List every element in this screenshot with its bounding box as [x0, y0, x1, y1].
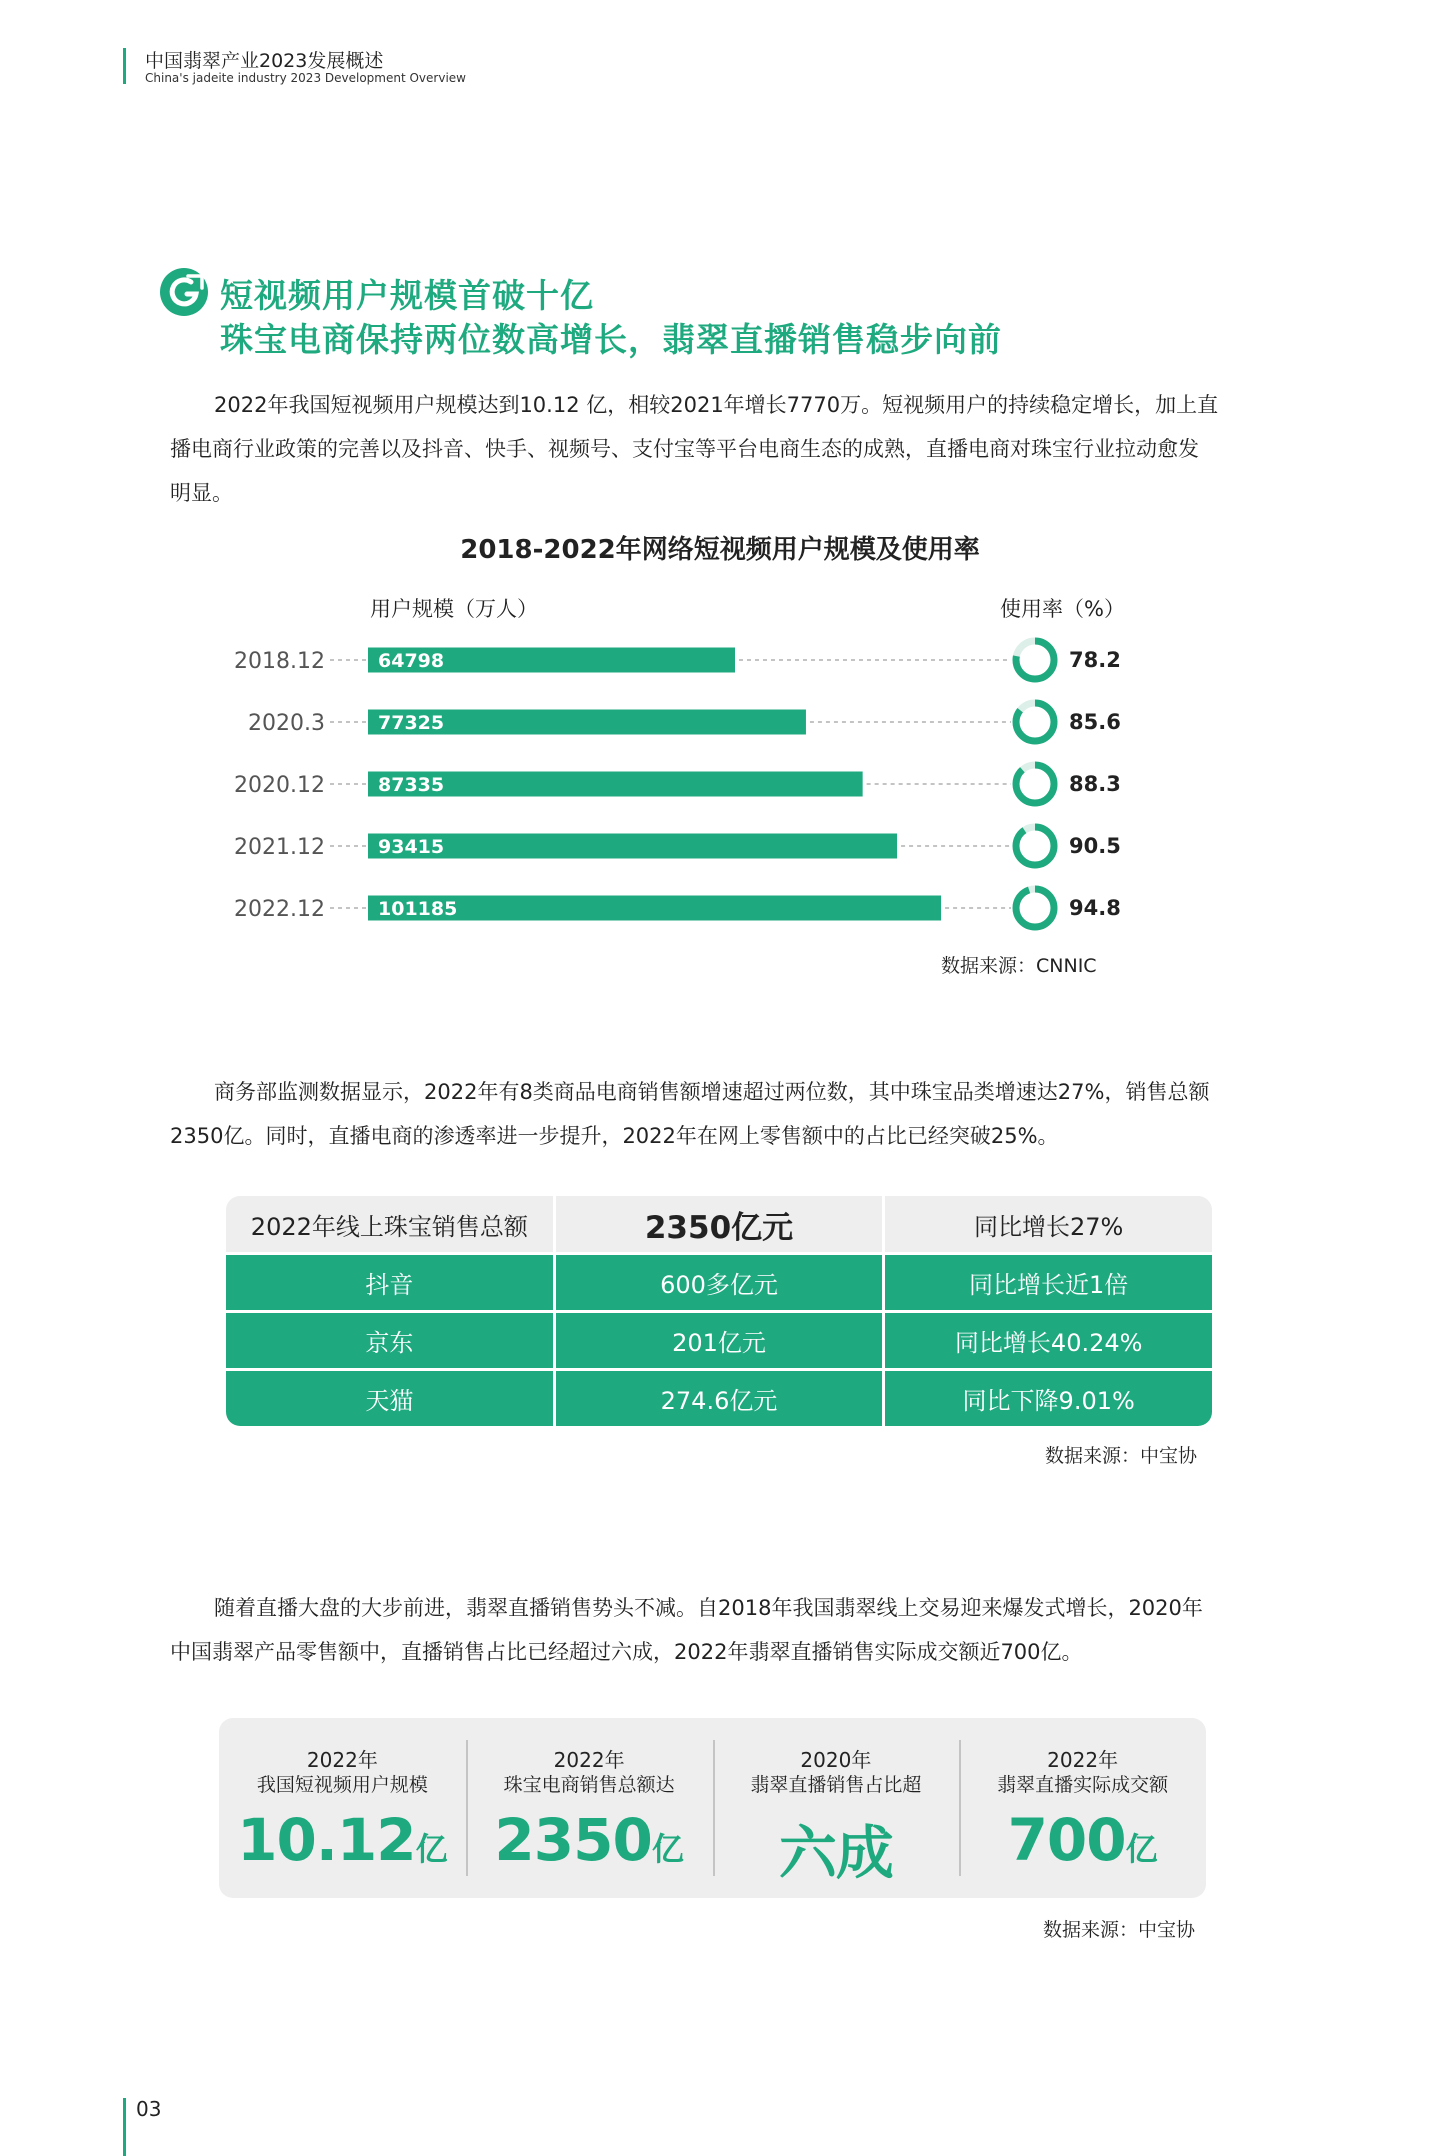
bar-value-label: 93415 — [378, 836, 445, 858]
paragraph-1 — [170, 383, 1255, 515]
running-header-title: 中国翡翠产业2023发展概述 — [145, 50, 384, 72]
stat-value: 2350亿 — [494, 1806, 684, 1874]
table-row — [226, 1371, 1212, 1426]
rate-value-label: 78.2 — [1069, 648, 1121, 672]
paragraph-2-line-1: 商务部监测数据显示，2022年有8类商品电商销售额增速超过两位数，其中珠宝品类增速达27%，销售总额 — [214, 1080, 1210, 1104]
rate-value-label: 88.3 — [1069, 772, 1121, 796]
table-header-cell: 2022年线上珠宝销售总额 — [226, 1196, 553, 1252]
amount-cell: 201亿元 — [553, 1313, 883, 1368]
table-header-cell: 同比增长27% — [882, 1196, 1212, 1252]
paragraph-3-line-1: 随着直播大盘的大步前进，翡翠直播销售势头不减。自2018年我国翡翠线上交易迎来爆发式增长，2020年 — [214, 1596, 1203, 1620]
section-title-line2: 珠宝电商保持两位数高增长，翡翠直播销售稳步向前 — [220, 320, 1002, 359]
category-label: 2022.12 — [234, 897, 325, 922]
table-source: 数据来源：中宝协 — [1045, 1445, 1198, 1467]
table-header-row — [226, 1196, 1212, 1252]
paragraph-2-line-2: 2350亿。同时，直播电商的渗透率进一步提升，2022年在网上零售额中的占比已经突破25%。 — [170, 1124, 1059, 1148]
category-label: 2018.12 — [234, 649, 325, 674]
chart-rate-label: 使用率（%） — [1000, 597, 1125, 621]
bar-value-label: 64798 — [378, 650, 445, 672]
stat-value: 六成 — [778, 1819, 893, 1887]
header-accent-bar — [123, 48, 126, 84]
table-row — [226, 1255, 1212, 1310]
amount-cell: 274.6亿元 — [553, 1371, 883, 1426]
table-row — [226, 1313, 1212, 1368]
platform-cell: 天猫 — [226, 1371, 553, 1426]
paragraph-1-line-2: 播电商行业政策的完善以及抖音、快手、视频号、支付宝等平台电商生态的成熟，直播电商对珠宝行业拉动愈发 — [170, 437, 1199, 461]
rate-ring — [1016, 889, 1054, 927]
stat-year: 2022年 — [306, 1748, 378, 1772]
stat-label: 珠宝电商销售总额达 — [503, 1774, 675, 1796]
rate-ring — [1016, 765, 1054, 803]
stat-card — [466, 1718, 713, 1898]
growth-cell: 同比增长40.24% — [882, 1313, 1212, 1368]
section-logo-icon — [158, 266, 210, 318]
paragraph-2 — [170, 1070, 1255, 1158]
category-label: 2020.12 — [234, 773, 325, 798]
stat-card — [959, 1718, 1206, 1898]
paragraph-3 — [170, 1586, 1255, 1674]
stat-label: 翡翠直播实际成交额 — [997, 1774, 1169, 1796]
bar-value-label: 77325 — [378, 712, 445, 734]
stat-year: 2022年 — [553, 1748, 625, 1772]
stat-year: 2022年 — [1047, 1748, 1119, 1772]
jewelry-sales-table — [226, 1196, 1212, 1426]
stat-card — [219, 1718, 466, 1898]
rate-value-label: 94.8 — [1069, 896, 1121, 920]
rate-ring — [1016, 827, 1054, 865]
page-number: 03 — [136, 2097, 162, 2121]
section-title-line1: 短视频用户规模首破十亿 — [220, 276, 594, 315]
bar-value-label: 87335 — [378, 774, 445, 796]
chart-source: 数据来源：CNNIC — [941, 955, 1097, 977]
rate-value-label: 85.6 — [1069, 710, 1121, 734]
running-header-subtitle: China's jadeite industry 2023 Development Overview — [145, 71, 466, 85]
bar-value-label: 101185 — [378, 898, 458, 920]
key-stats-panel — [219, 1718, 1206, 1898]
stat-card — [713, 1718, 960, 1898]
growth-cell: 同比增长近1倍 — [882, 1255, 1212, 1310]
bar — [368, 834, 897, 859]
stat-label: 我国短视频用户规模 — [256, 1774, 428, 1796]
stat-value: 700亿 — [1007, 1806, 1158, 1874]
growth-cell: 同比下降9.01% — [882, 1371, 1212, 1426]
category-label: 2020.3 — [248, 711, 325, 736]
stat-year: 2020年 — [800, 1748, 872, 1772]
paragraph-1-line-1: 2022年我国短视频用户规模达到10.12 亿，相较2021年增长7770万。短视频用户的持续稳定增长，加上直 — [214, 393, 1219, 417]
rate-value-label: 90.5 — [1069, 834, 1121, 858]
chart-y-label: 用户规模（万人） — [370, 597, 538, 621]
platform-cell: 京东 — [226, 1313, 553, 1368]
paragraph-1-line-3: 明显。 — [170, 481, 233, 505]
category-label: 2021.12 — [234, 835, 325, 860]
amount-cell: 600多亿元 — [553, 1255, 883, 1310]
platform-cell: 抖音 — [226, 1255, 553, 1310]
chart-title: 2018-2022年网络短视频用户规模及使用率 — [460, 535, 980, 565]
user-scale-chart — [0, 620, 1440, 950]
footer-accent-bar — [123, 2098, 126, 2156]
stat-label: 翡翠直播销售占比超 — [750, 1774, 922, 1796]
stats-source: 数据来源：中宝协 — [1043, 1919, 1196, 1941]
stat-value: 10.12亿 — [237, 1806, 448, 1874]
paragraph-3-line-2: 中国翡翠产品零售额中，直播销售占比已经超过六成，2022年翡翠直播销售实际成交额近700亿。 — [170, 1640, 1083, 1664]
table-header-cell: 2350亿元 — [553, 1196, 883, 1252]
